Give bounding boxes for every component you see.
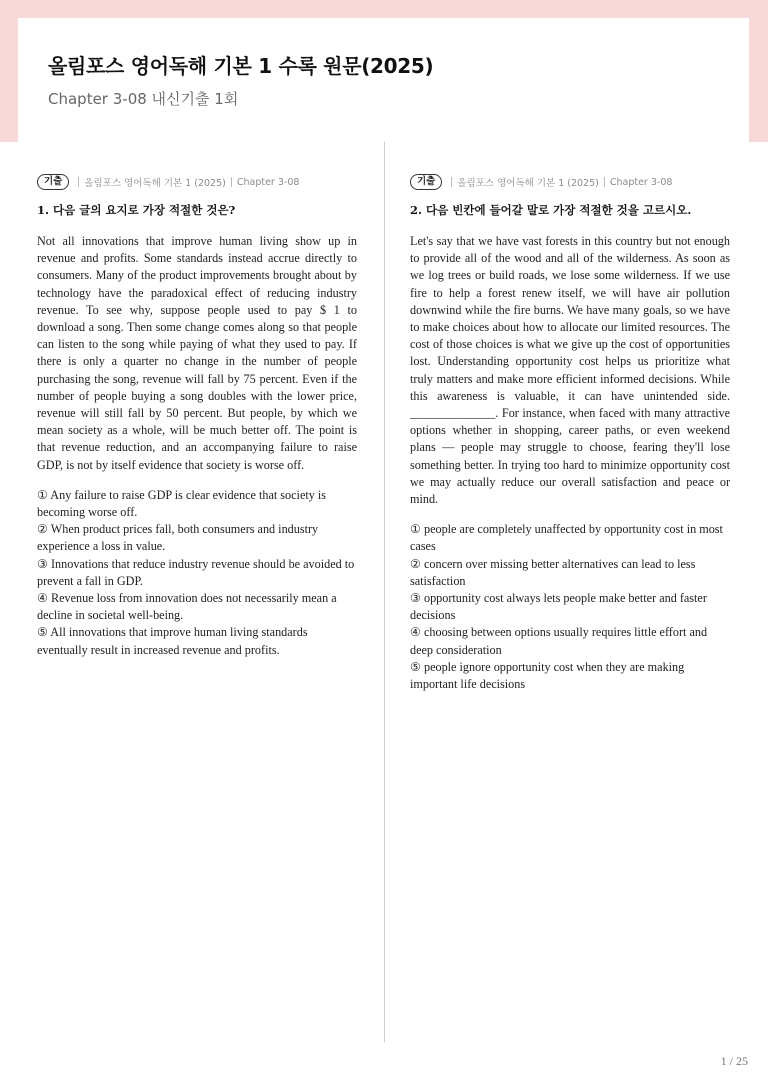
meta-separator [78, 177, 79, 187]
choice-item: ③ Innovations that reduce industry revenue should be avoided to prevent a fall in GDP. [37, 556, 355, 588]
choice-item: ① Any failure to raise GDP is clear evidence that society is becoming worse off. [37, 487, 327, 520]
exam-tag-badge: 기출 [410, 174, 442, 190]
choice-item: ② When product prices fall, both consumers and industry experience a loss in value. [37, 522, 319, 554]
question-title: 1. 다음 글의 요지로 가장 적절한 것은? [37, 203, 236, 217]
question-1 [37, 172, 357, 659]
source-label: 올림포스 영어독해 기본 1 (2025) [457, 178, 599, 189]
choice-item: ⑤ people ignore opportunity cost when they are making important life decisions [410, 659, 685, 692]
question-title: 2. 다음 빈칸에 들어갈 말로 가장 적절한 것을 고르시오. [410, 203, 692, 217]
question-passage: Let's say that we have vast forests in this country but not enough to provide all of the wood and all of the wilderness. As soon as we log trees or build roads, we lose some wilderness. If we use fire to help a forest renew itself, we will have air pollution downwind while the fire burns. We have many goals, so we have to make choices about how to allocate our limited resources. The cost of those choices is what we give up the cost of opportunities lost. Understanding opportunity cost helps us prioritize what truly matters and make more efficient informed decisions. While this awareness is valuable, it can have unintended side. ______________. For instance, when faced with many attractive options whether in shopping, career paths, or even weekend plans — people may struggle to choose, fearing they'll lose something better. In trying too hard to minimize opportunity cost we may actually reduce our overall satisfaction and peace or mind. [410, 234, 730, 507]
chapter-label: Chapter 3-08 [609, 176, 673, 188]
question-meta [37, 172, 357, 192]
page-number: 1 / 25 [720, 1054, 748, 1068]
choice-item: ④ Revenue loss from innovation does not necessarily mean a decline in societal well-being. [37, 591, 337, 623]
header-card [18, 18, 749, 142]
choice-item: ① people are completely unaffected by opportunity cost in most cases [410, 522, 723, 554]
meta-separator [231, 177, 232, 187]
exam-tag-badge: 기출 [37, 174, 69, 190]
choice-item: ② concern over missing better alternatives can lead to less satisfaction [410, 556, 696, 588]
choice-item: ⑤ All innovations that improve human living standards eventually result in increased revenue and profits. [37, 625, 308, 657]
choice-item: ④ choosing between options usually requires little effort and deep consideration [410, 625, 708, 657]
chapter-label: Chapter 3-08 [236, 176, 300, 188]
question-meta [410, 172, 730, 192]
choice-list [410, 521, 730, 693]
document-title: 올림포스 영어독해 기본 1 수록 원문(2025) [48, 54, 434, 78]
column-divider [384, 142, 385, 1042]
question-passage: Not all innovations that improve human living show up in revenue and profits. Some standards instead accrue directly to consumers. Many of the product improvements brought about by technology have the paradoxical effect of reducing industry revenue. To see why, suppose people used to pay $ 1 to download a song. Then some change comes along so that people can listen to the song while paying of what they used to pay. If there is only a quarter no change in the number of people purchasing the song, revenue will fall by 75 percent. Even if the number of people buying a song doubles with the lower price, revenue will still fall by 50 percent. But people, by which we mean society as a whole, will be much better off. The point is that revenue reduction, and an accompanying failure to raise GDP, is not by itself evidence that society is worse off. [37, 234, 357, 472]
meta-separator [604, 177, 605, 187]
question-2 [410, 172, 730, 693]
document-subtitle: Chapter 3-08 내신기출 1회 [48, 90, 239, 108]
source-label: 올림포스 영어독해 기본 1 (2025) [84, 178, 226, 189]
meta-separator [451, 177, 452, 187]
choice-list [37, 487, 357, 659]
choice-item: ③ opportunity cost always lets people make better and faster decisions [410, 591, 707, 623]
